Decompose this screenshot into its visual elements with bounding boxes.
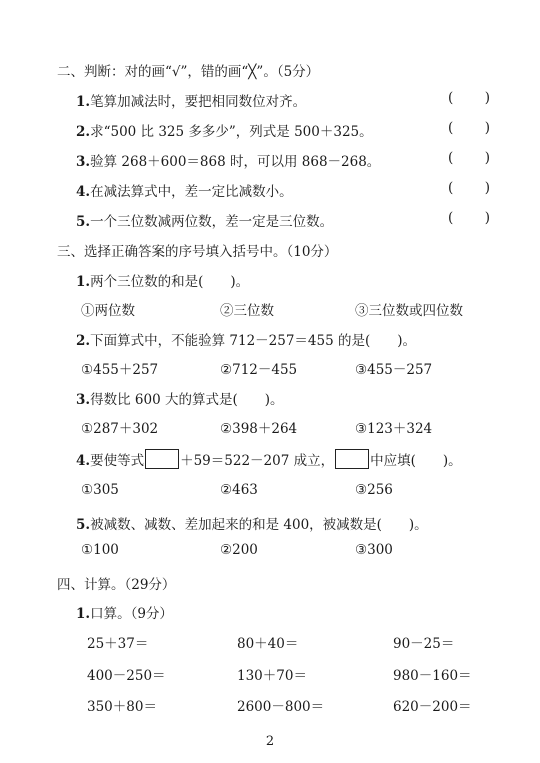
judge-item-5: 5.一个三位数减两位数，差一定是三位数。 — [76, 214, 334, 230]
oral-calc-item: 2600－800＝ — [237, 699, 325, 715]
choice-1-option-b[interactable]: ②三位数 — [220, 303, 274, 319]
oral-calc-item: 350＋80＝ — [87, 699, 157, 715]
answer-paren-5[interactable]: ( ) — [448, 210, 490, 226]
page-number: 2 — [265, 734, 275, 749]
choice-3-option-b[interactable]: ②398＋264 — [220, 421, 298, 437]
section-2-title: 二、判断：对的画“√”，错的画“╳”。（5分） — [57, 64, 320, 80]
section-3-title: 三、选择正确答案的序号填入括号中。（10分） — [57, 244, 338, 260]
judge-item-2: 2.求“500 比 325 多多少”，列式是 500＋325。 — [76, 124, 373, 140]
choice-1-option-c[interactable]: ③三位数或四位数 — [355, 303, 463, 319]
oral-calc-item: 620－200＝ — [393, 699, 472, 715]
choice-1-option-a[interactable]: ①两位数 — [81, 303, 135, 319]
choice-4-option-a[interactable]: ①305 — [81, 482, 119, 498]
answer-paren-4[interactable]: ( ) — [448, 180, 490, 196]
oral-calc-item: 90－25＝ — [393, 636, 455, 652]
choice-5-option-a[interactable]: ①100 — [81, 542, 119, 558]
oral-calc-item: 80＋40＝ — [237, 636, 299, 652]
blank-box-1[interactable] — [145, 449, 179, 469]
choice-5-option-b[interactable]: ②200 — [220, 542, 258, 558]
choice-question-5: 5.被减数、减数、差加起来的和是 400，被减数是( )。 — [76, 517, 428, 533]
choice-4-option-b[interactable]: ②463 — [220, 482, 258, 498]
choice-3-option-a[interactable]: ①287＋302 — [81, 421, 159, 437]
choice-2-option-a[interactable]: ①455＋257 — [81, 362, 159, 378]
choice-question-1: 1.两个三位数的和是( )。 — [76, 274, 250, 290]
choice-4-option-c[interactable]: ③256 — [355, 482, 393, 498]
choice-question-4: 4.要使等式 ＋59＝522－207 成立， 中应填( )。 — [76, 449, 462, 469]
choice-question-3: 3.得数比 600 大的算式是( )。 — [76, 392, 284, 408]
judge-item-1: 1.笔算加减法时，要把相同数位对齐。 — [76, 94, 307, 110]
section-4-title: 四、计算。（29分） — [57, 577, 176, 593]
answer-paren-1[interactable]: ( ) — [448, 90, 490, 106]
choice-question-2: 2.下面算式中，不能验算 712－257＝455 的是( )。 — [76, 333, 417, 349]
oral-calc-subtitle: 1.口算。（9分） — [76, 606, 173, 622]
oral-calc-item: 130＋70＝ — [237, 668, 307, 684]
answer-paren-2[interactable]: ( ) — [448, 120, 490, 136]
choice-2-option-b[interactable]: ②712－455 — [220, 362, 298, 378]
oral-calc-item: 25＋37＝ — [87, 636, 149, 652]
choice-3-option-c[interactable]: ③123＋324 — [355, 421, 433, 437]
oral-calc-item: 980－160＝ — [393, 668, 472, 684]
answer-paren-3[interactable]: ( ) — [448, 150, 490, 166]
choice-5-option-c[interactable]: ③300 — [355, 542, 393, 558]
blank-box-2[interactable] — [335, 449, 369, 469]
judge-item-4: 4.在减法算式中，差一定比减数小。 — [76, 184, 293, 200]
judge-item-3: 3.验算 268＋600＝868 时，可以用 868－268。 — [76, 154, 381, 170]
choice-2-option-c[interactable]: ③455－257 — [355, 362, 433, 378]
oral-calc-item: 400－250＝ — [87, 668, 166, 684]
